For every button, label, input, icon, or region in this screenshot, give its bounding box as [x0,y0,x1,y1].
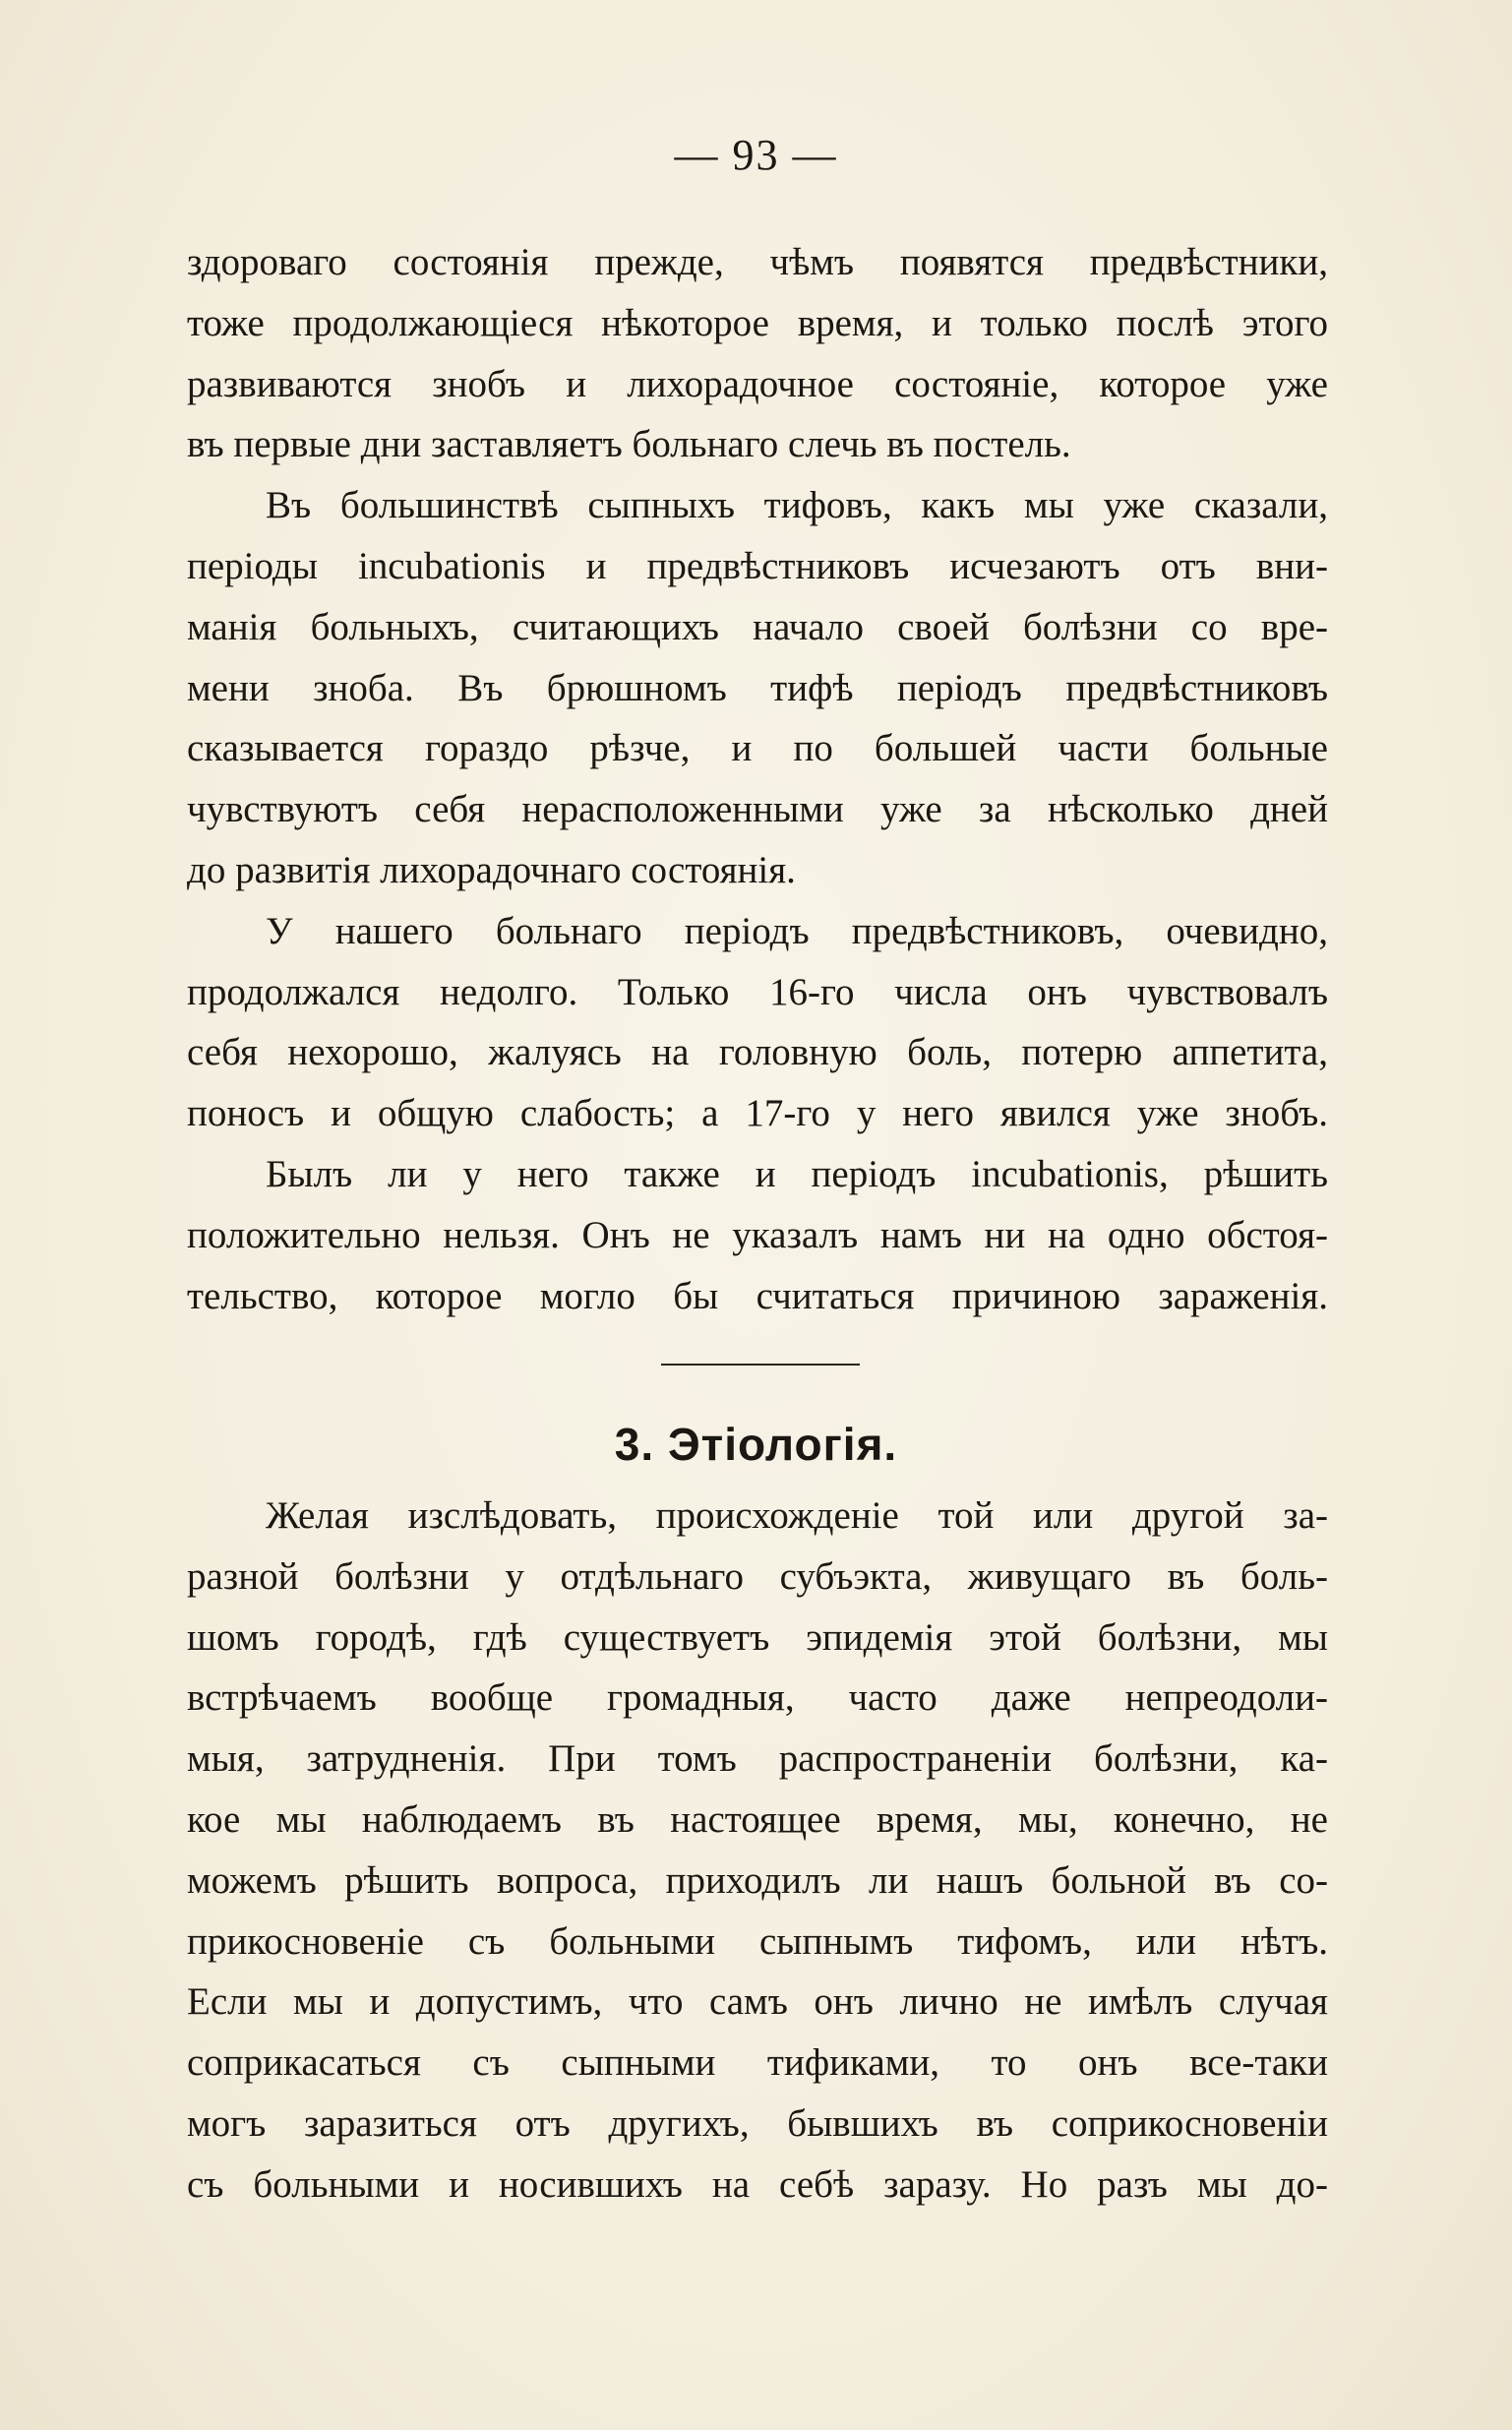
text-line: соприкасаться съ сыпными тификами, то онъ все-таки [187,2041,1328,2085]
body-text-lower [187,1486,1328,2216]
body-text-upper [187,232,1328,1326]
text-line: Былъ ли у него также и періодъ incubationis, рѣшить [266,1152,1328,1195]
text-line: шомъ городѣ, гдѣ существуетъ эпидемія этой болѣзни, мы [187,1615,1328,1659]
text-line: мыя, затрудненія. При томъ распространеніи болѣзни, ка- [187,1737,1328,1781]
text-line: могъ заразиться отъ другихъ, бывшихъ въ соприкосновеніи [187,2101,1328,2145]
page-number: — 93 — [674,131,838,179]
text-line: манія больныхъ, считающихъ начало своей болѣзни со вре- [187,605,1328,648]
text-line: развиваются знобъ и лихорадочное состояніе, которое уже [187,362,1328,405]
text-line: сказывается гораздо рѣзче, и по большей части больные [187,727,1328,770]
text-line: встрѣчаемъ вообще громадныя, часто даже непреодоли- [187,1676,1328,1720]
text-line: положительно нельзя. Онъ не указалъ намъ ни на одно обстоя- [187,1213,1328,1256]
text-line: кое мы наблюдаемъ въ настоящее время, мы, конечно, не [187,1797,1328,1841]
text-line: Если мы и допустимъ, что самъ онъ лично не имѣлъ случая [187,1980,1328,2024]
text-line: поносъ и общую слабость; а 17-го у него явился уже знобъ. [187,1092,1328,1135]
text-line: мени зноба. Въ брюшномъ тифѣ періодъ предвѣстниковъ [187,666,1328,709]
text-line: себя нехорошо, жалуясь на головную боль, потерю аппетита, [187,1031,1328,1074]
text-line: здороваго состоянія прежде, чѣмъ появятся предвѣстники, [187,241,1328,283]
text-line: Желая изслѣдовать, происхожденіе той или другой за- [266,1494,1328,1537]
text-line: тоже продолжающіеся нѣкоторое время, и только послѣ этого [187,301,1328,344]
text-line: тельство, которое могло бы считаться причиною зараженія. [187,1274,1328,1317]
text-line: прикосновеніе съ больными сыпнымъ тифомъ, или нѣтъ. [187,1919,1328,1963]
section-heading: 3. Этіологія. [614,1419,898,1470]
text-line: разной болѣзни у отдѣльнаго субъэкта, живущаго въ боль- [187,1554,1328,1598]
text-line: съ больными и носившихъ на себѣ заразу. Но разъ мы до- [187,2162,1328,2206]
text-line: до развитія лихорадочнаго состоянія. [187,848,796,891]
text-line: Въ большинствѣ сыпныхъ тифовъ, какъ мы уже сказали, [266,484,1328,527]
text-line: чувствуютъ себя нерасположенными уже за нѣсколько дней [187,788,1328,831]
text-line: У нашего больнаго періодъ предвѣстниковъ, очевидно, [266,909,1328,952]
text-line: періоды incubationis и предвѣстниковъ исчезаютъ отъ вни- [187,544,1328,587]
text-line: можемъ рѣшить вопроса, приходилъ ли нашъ больной въ со- [187,1858,1328,1902]
section-divider [661,1364,860,1366]
text-line: продолжался недолго. Только 16-го числа онъ чувствовалъ [187,970,1328,1013]
text-line: въ первые дни заставляетъ больнаго слечь въ постель. [187,423,1071,466]
